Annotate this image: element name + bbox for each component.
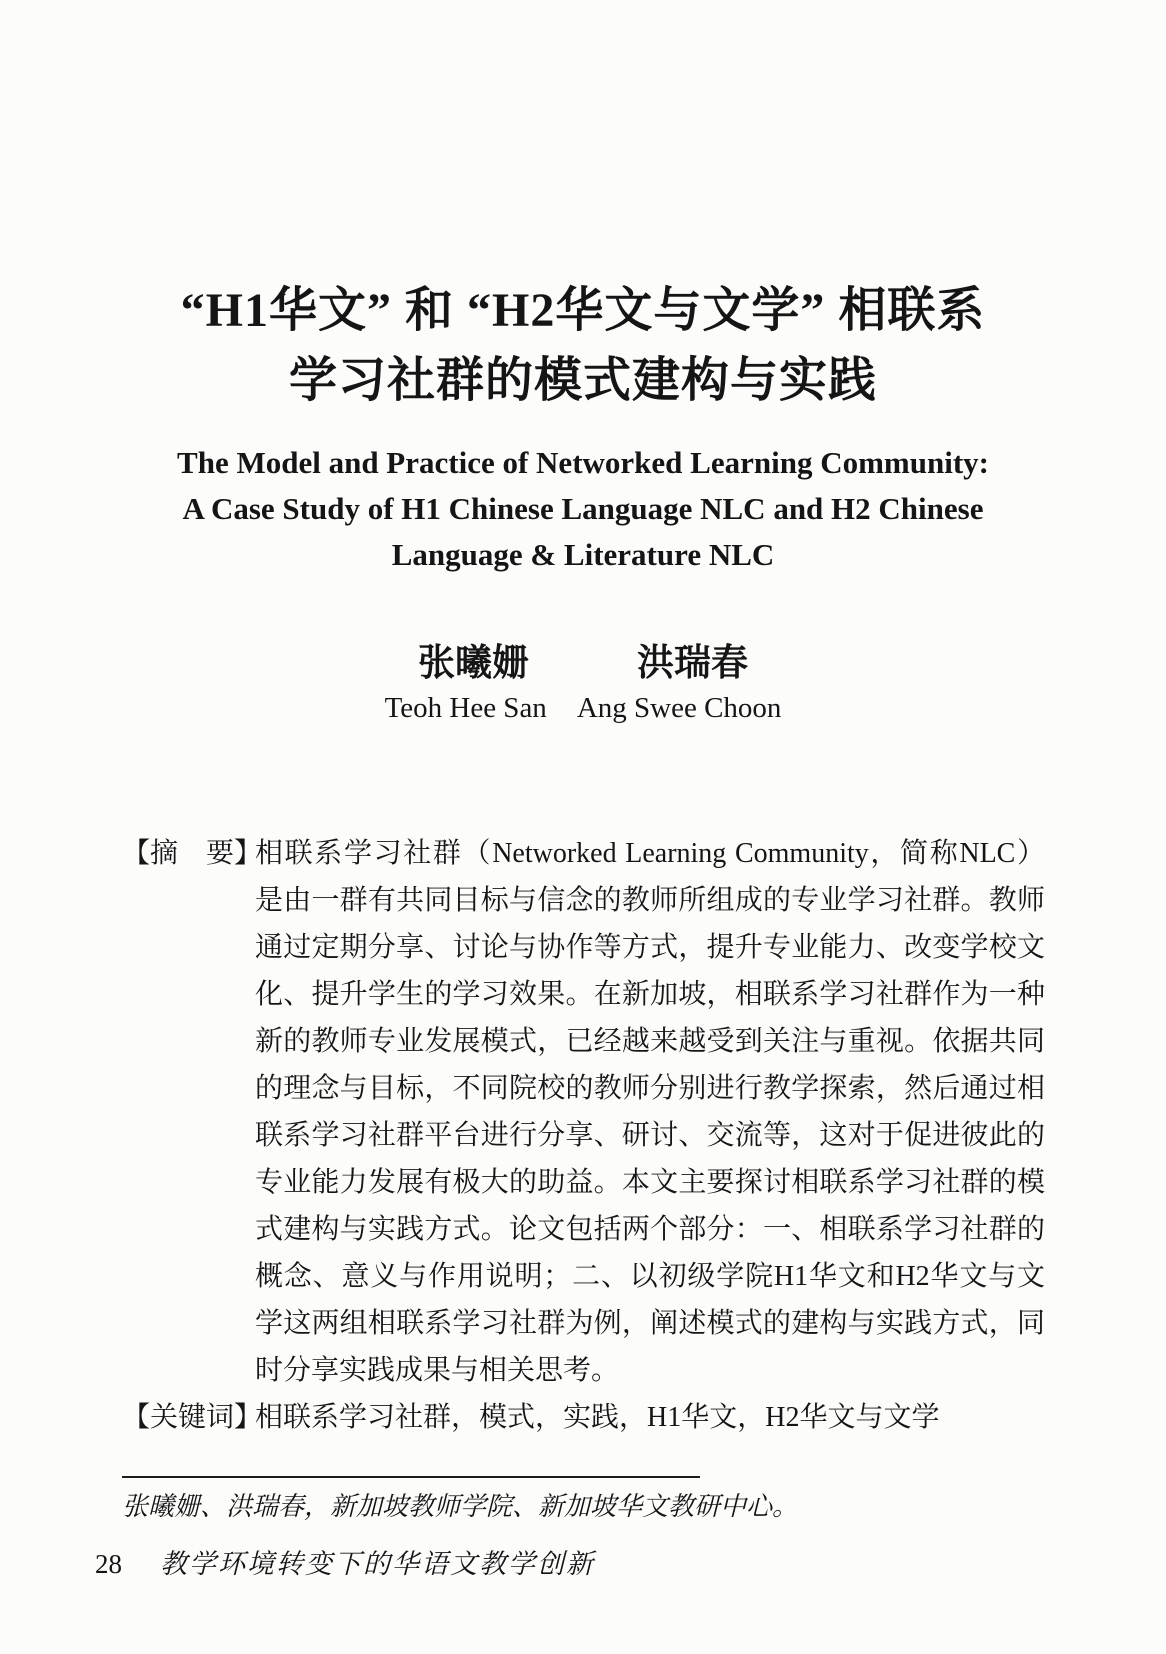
- abstract-section: [122, 830, 1045, 1441]
- author-name-zh-2: 洪瑞春: [637, 643, 748, 684]
- keywords-row: [122, 1394, 1045, 1441]
- page-title-english-line1: The Model and Practice of Networked Learning Community:: [177, 445, 989, 480]
- author-name-en-2: Ang Swee Choon: [576, 692, 782, 724]
- author-name-zh-1: 张曦姗: [418, 643, 529, 684]
- page-title-english-line2: A Case Study of H1 Chinese Language NLC and H2 Chinese: [182, 491, 984, 526]
- page-title-english: [0, 440, 1166, 578]
- authors-chinese: [0, 632, 1166, 686]
- keywords-text: 相联系学习社群，模式，实践，H1华文，H2华文与文学: [255, 1402, 940, 1433]
- footnote-divider: [122, 1476, 700, 1478]
- page-title-chinese: [0, 276, 1166, 416]
- keywords-label: 【关键词】: [122, 1402, 263, 1433]
- page-footer: [95, 1542, 595, 1581]
- page-title-chinese-line1: “H1华文” 和 “H2华文与文学” 相联系: [180, 284, 986, 337]
- author-name-en-1: Teoh Hee San: [384, 692, 547, 724]
- page-number: 28: [95, 1549, 122, 1579]
- footnote-text: 张曦姗、洪瑞春，新加坡教师学院、新加坡华文教研中心。: [122, 1492, 799, 1521]
- page-title-english-line3: Language & Literature NLC: [391, 537, 775, 572]
- abstract-text: 相联系学习社群（Networked Learning Community，简称NLC）是由一群有共同目标与信念的教师所组成的专业学习社群。教师通过定期分享、讨论与协作等方式，提升专业能力、改变学校文化、提升学生的学习效果。在新加坡，相联系学习社群作为一种新的教师专业发展模式，已经越来越受到关注与重视。依据共同的理念与目标，不同院校的教师分别进行教学探索，然后通过相联系学习社群平台进行分享、研讨、交流等，这对于促进彼此的专业能力发展有极大的助益。本文主要探讨相联系学习社群的模式建构与实践方式。论文包括两个部分：一、相联系学习社群的概念、意义与作用说明；二、以初级学院H1华文和H2华文与文学这两组相联系学习社群为例，阐述模式的建构与实践方式，同时分享实践成果与相关思考。: [255, 838, 1045, 1386]
- footer-running-title: 教学环境转变下的华语文教学创新: [160, 1549, 595, 1579]
- abstract-label: 【摘 要】: [122, 838, 263, 869]
- authors-english: [0, 692, 1166, 725]
- abstract-row: [122, 830, 1045, 1394]
- page-title-chinese-line2: 学习社群的模式建构与实践: [288, 354, 877, 407]
